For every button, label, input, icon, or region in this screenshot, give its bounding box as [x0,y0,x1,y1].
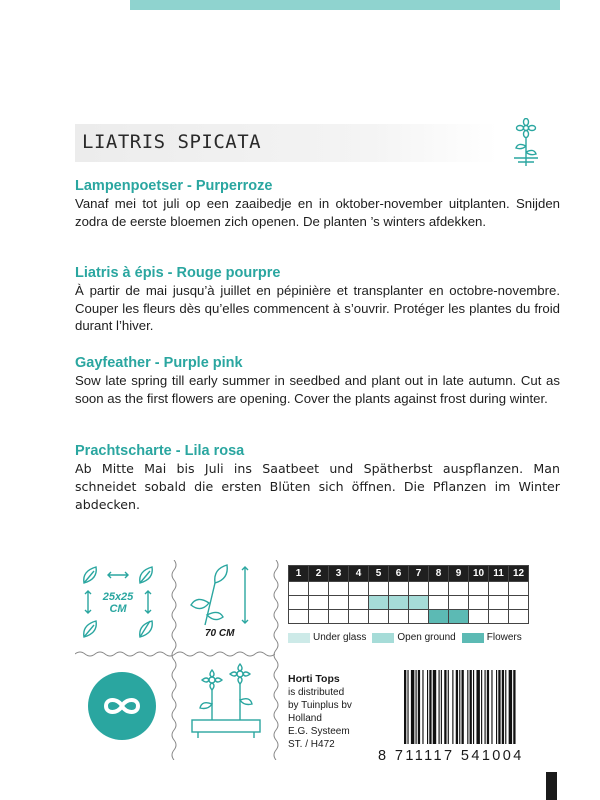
legend-open-ground [372,632,455,643]
flower-icon [508,118,544,168]
barcode-bar [476,670,479,744]
month-header: 4 [349,566,369,582]
divider [272,560,280,760]
barcode-bar [429,670,431,744]
barcode-bar [448,670,449,744]
barcode-bar [459,670,460,744]
month-header: 1 [289,566,309,582]
legend-label: Open ground [397,632,456,643]
legend-label: Under glass [313,632,367,643]
legend-swatch [288,633,310,643]
calendar-cell [429,610,449,624]
calendar-cell [369,582,389,596]
month-header: 11 [489,566,509,582]
calendar-cell [509,610,529,624]
calendar-cell [329,596,349,610]
calendar-cell [369,596,389,610]
barcode-bar [444,670,446,744]
barcode-bar [416,670,417,744]
barcode-bar [491,670,492,744]
calendar-cell [349,596,369,610]
section-english [75,355,560,407]
barcode-bar [470,670,472,744]
calendar-cell [509,596,529,610]
barcode-bar [509,670,512,744]
calendar-cell [489,596,509,610]
section-heading: Lampenpoetser - Purperroze [75,178,273,194]
calendar-cell [449,610,469,624]
month-header: 5 [369,566,389,582]
height-label: 70 CM [205,628,235,639]
calendar-cell [489,610,509,624]
spacing-label-1: 25x25 [102,591,134,603]
brand-name: Horti Tops [288,673,340,685]
section-dutch [75,178,560,230]
calendar-cell [289,596,309,610]
section-heading: Gayfeather - Purple pink [75,355,243,371]
barcode-bar [496,670,497,744]
month-header: 8 [429,566,449,582]
barcode-bar [439,670,440,744]
barcode-number [378,748,524,764]
barcode-digits: 711117 541004 [394,748,524,764]
calendar-cell [329,610,349,624]
spacing-label-2: CM [109,603,127,615]
legend-under-glass [288,632,366,643]
divider [75,650,275,658]
month-header: 2 [309,566,329,582]
calendar-cell [389,582,409,596]
barcode-bar [452,670,453,744]
divider [170,560,178,760]
barcode-bar [427,670,428,744]
calendar-cell [409,610,429,624]
calendar-cell [389,596,409,610]
barcode-bar [498,670,500,744]
calendar-cell [389,610,409,624]
month-header: 12 [509,566,529,582]
calendar-cell [349,610,369,624]
month-header: 7 [409,566,429,582]
spacing-icon [78,563,164,643]
calendar-cell [469,582,489,596]
calendar-cell [469,596,489,610]
flower-pot-icon [186,662,266,744]
month-header: 3 [329,566,349,582]
barcode-bar [433,670,436,744]
barcode-first-digit: 8 [378,748,389,764]
legend-label: Flowers [486,632,522,643]
legend-swatch [372,633,394,643]
calendar-cell [309,582,329,596]
section-heading: Liatris à épis - Rouge pourpre [75,265,281,281]
calendar-cell [369,610,389,624]
month-header: 9 [449,566,469,582]
plant-height-icon [185,563,265,633]
calendar-cell [429,596,449,610]
barcode-bar [513,670,515,744]
barcode [402,670,552,746]
section-text: Ab Mitte Mai bis Juli ins Saatbeet und Spätherbst auspflanzen. Man schneidet sobald die ersten Blüten sich öffnen. Die Pflanzen im Winter abdecken. [75,461,560,512]
calendar-legend [288,632,522,643]
barcode-bar [441,670,442,744]
perennial-infinity-icon [84,668,160,744]
calendar-cell [289,582,309,596]
barcode-bar [505,670,506,744]
product-title: LIATRIS SPICATA [82,131,262,153]
section-french [75,265,560,335]
barcode-bar [481,670,482,744]
calendar-cell [409,582,429,596]
calendar-cell [449,582,469,596]
barcode-bar [467,670,468,744]
barcode-bar [418,670,420,744]
legend-flowers [462,632,522,643]
calendar-cell [329,582,349,596]
top-color-bar [130,0,560,10]
calendar-cell [289,610,309,624]
section-text: À partir de mai jusqu’à juillet en pépinière et transplanter en octobre-novembre. Couper les fleurs dès qu’elles commencent à s’ouvrir. Protéger les plantes du froid durant l’hiver. [75,283,560,333]
barcode-bar [407,670,408,744]
month-header: 10 [469,566,489,582]
legend-swatch [462,633,484,643]
distributor-line: Holland [288,713,322,724]
sowing-calendar [288,565,529,624]
barcode-bar [473,670,474,744]
barcode-bar [456,670,458,744]
distributor-line: is distributed [288,687,345,698]
section-text: Sow late spring till early summer in seedbed and plant out in late autumn. Cut as soon as the first flowers are opening. Cover the plants against frost during winter. [75,373,560,406]
barcode-bar [485,670,486,744]
calendar-cell [409,596,429,610]
distributor-line: E.G. Systeem [288,726,350,737]
month-header: 6 [389,566,409,582]
calendar-cell [309,610,329,624]
calendar-cell [429,582,449,596]
barcode-bar [404,670,406,744]
black-tab [546,772,557,800]
barcode-bar [422,670,423,744]
barcode-bar [487,670,489,744]
barcode-bar [502,670,504,744]
calendar-cell [309,596,329,610]
distributor-line: by Tuinplus bv [288,700,352,711]
calendar-cell [349,582,369,596]
section-text: Vanaf mei tot juli op een zaaibedje en in oktober-november uitplanten. Snijden zodra de eerste bloemen zich openen. De planten ’s winters afdekken. [75,196,560,229]
calendar-cell [509,582,529,596]
barcode-bar [411,670,414,744]
barcode-bar [462,670,464,744]
section-german [75,443,560,514]
section-heading: Prachtscharte - Lila rosa [75,443,245,459]
distributor-info [288,673,352,751]
calendar-cell [489,582,509,596]
distributor-line: ST. / H472 [288,739,335,750]
calendar-cell [449,596,469,610]
calendar-cell [469,610,489,624]
